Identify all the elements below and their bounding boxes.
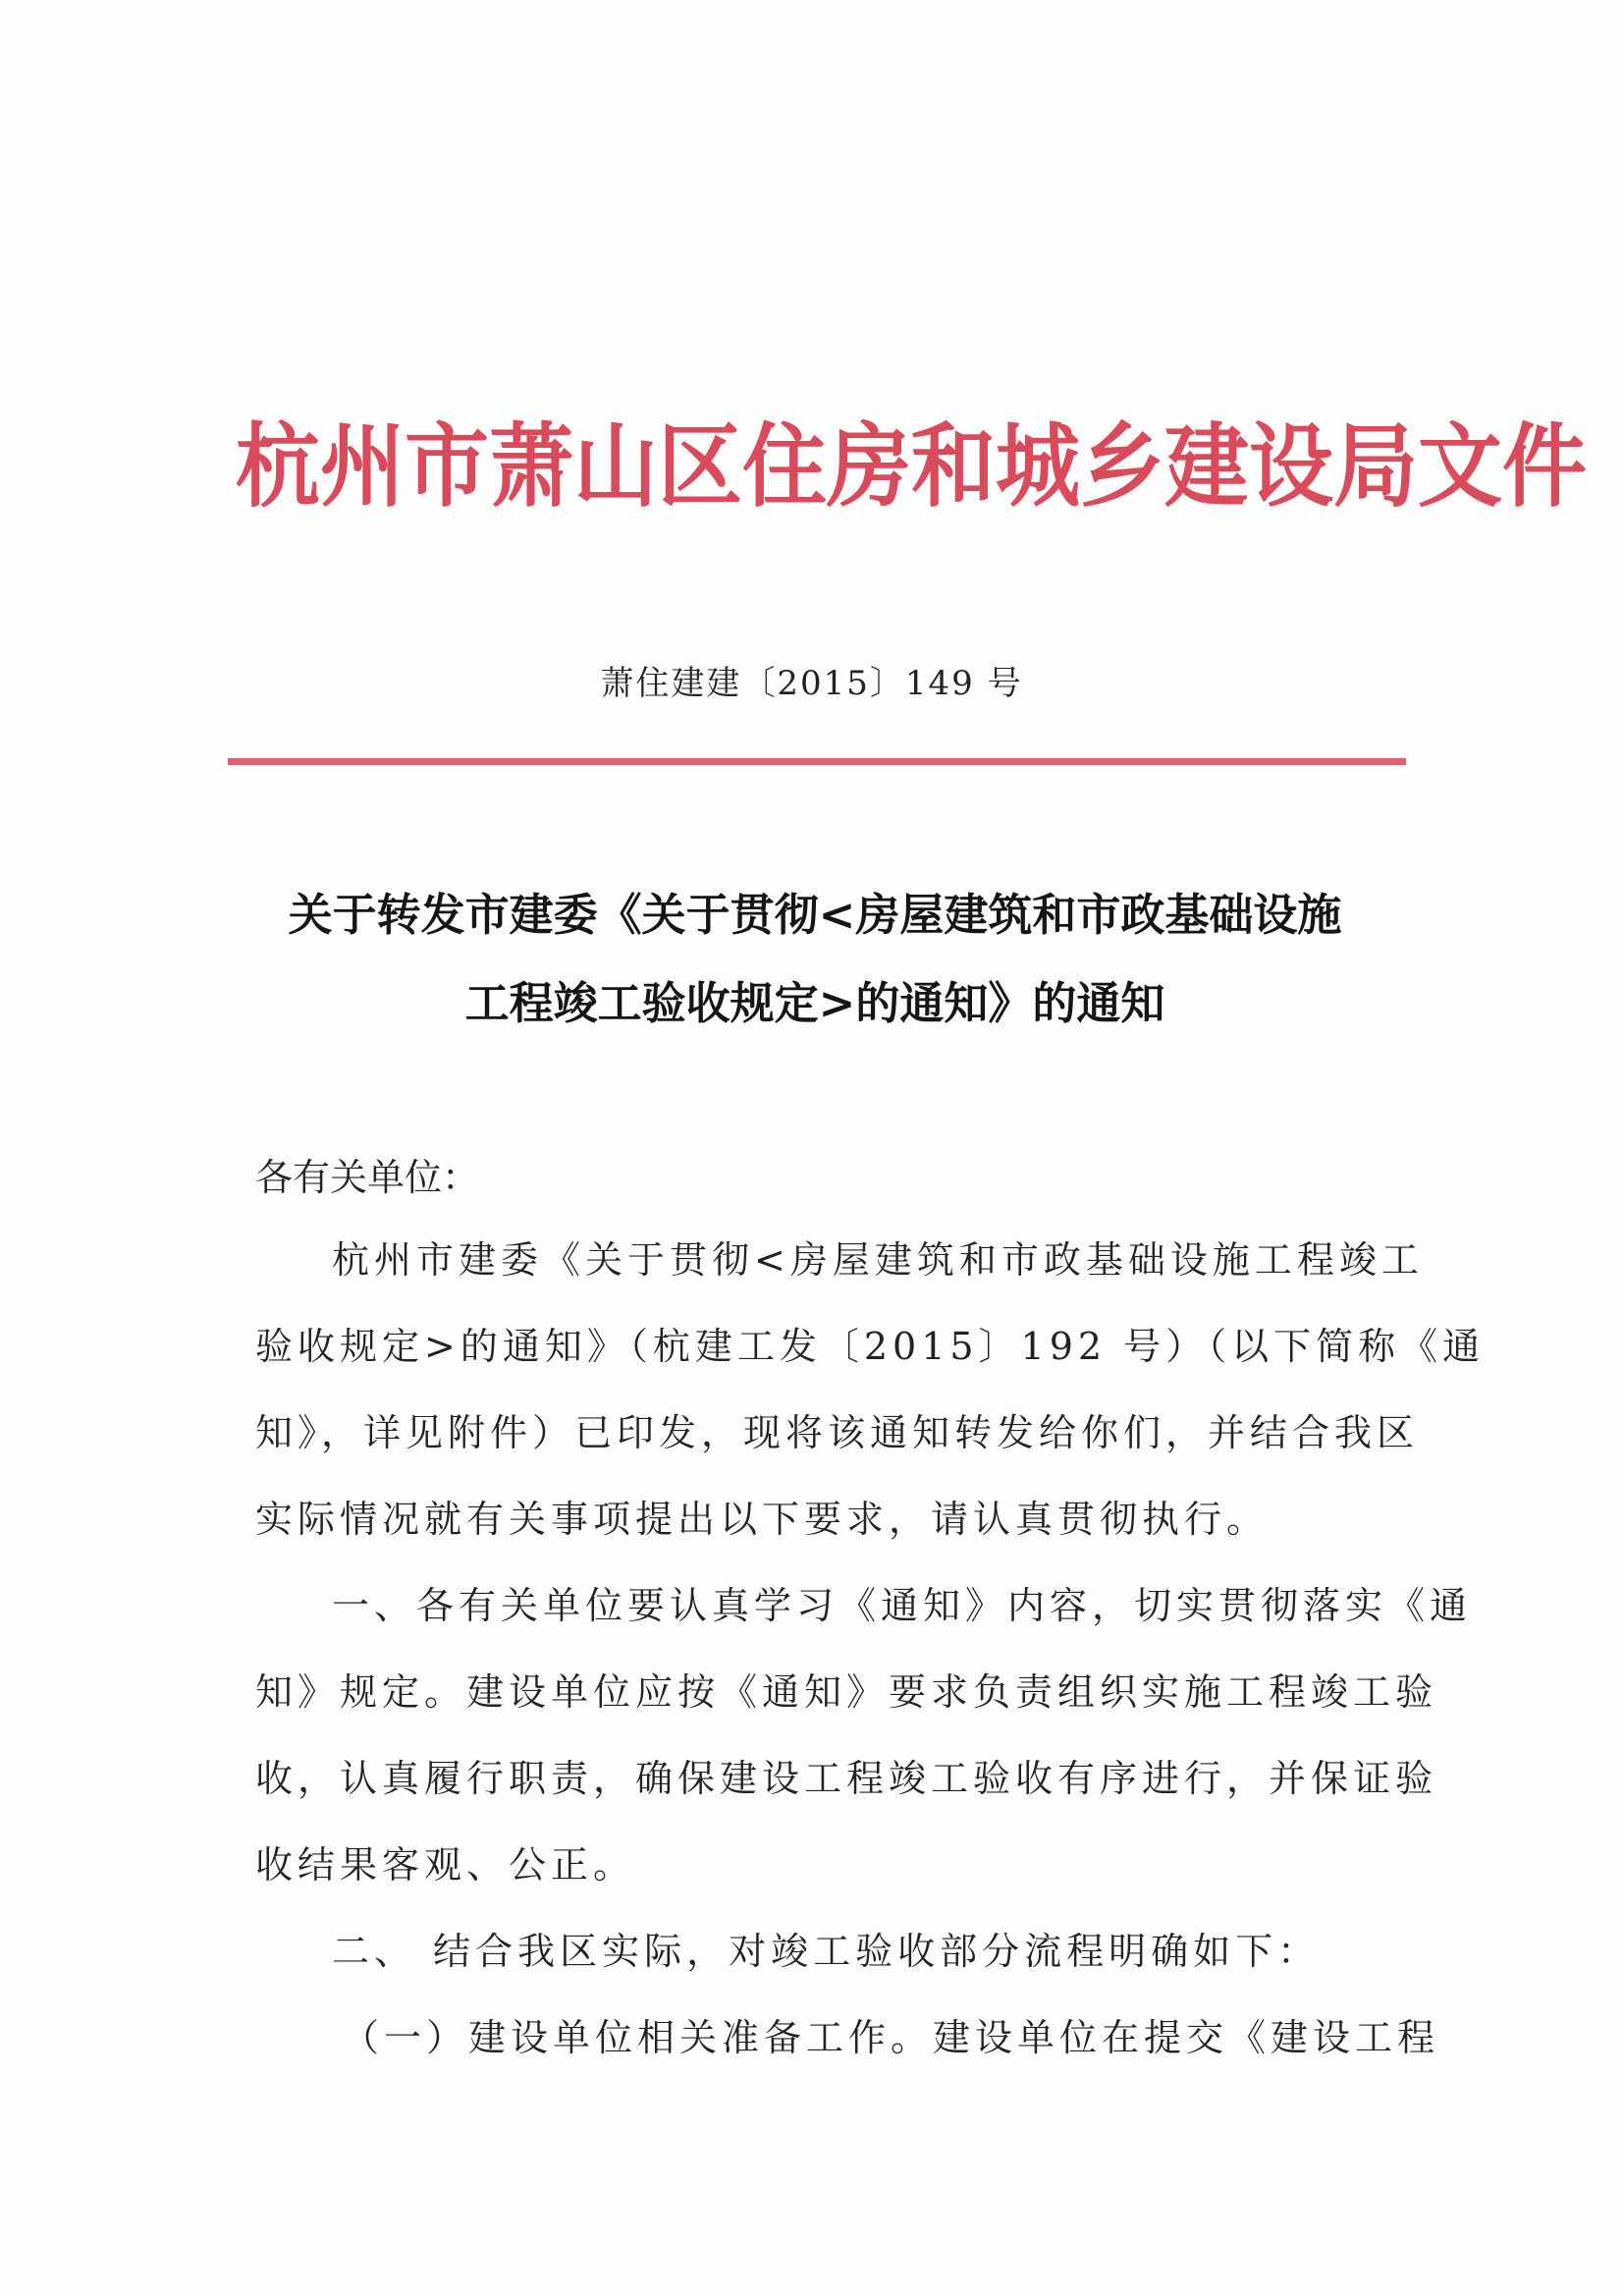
paragraph-2-line-3: 收，认真履行职责，确保建设工程竣工验收有序进行，并保证验 — [255, 1757, 1438, 1800]
paragraph-1-line-3: 知》，详见附件）已印发，现将该通知转发给你们，并结合我区 — [255, 1411, 1420, 1454]
paragraph-2-line-1: 一、各有关单位要认真学习《通知》内容，切实贯彻落实《通 — [332, 1584, 1473, 1627]
agency-header-title: 杭州市萧山区住房和城乡建设局文件 — [236, 413, 1587, 520]
red-divider-line — [228, 758, 1406, 765]
paragraph-1-line-2: 验收规定>的通知》（杭建工发〔2015〕192 号）（以下简称《通 — [255, 1325, 1486, 1368]
document-title-line-2: 工程竣工验收规定>的通知》的通知 — [464, 977, 1165, 1029]
document-number: 萧住建建〔2015〕149 号 — [600, 664, 1023, 703]
paragraph-4-line-1: （一）建设单位相关准备工作。建设单位在提交《建设工程 — [342, 2016, 1440, 2059]
salutation: 各有关单位： — [255, 1156, 480, 1199]
paragraph-1-line-4: 实际情况就有关事项提出以下要求，请认真贯彻执行。 — [255, 1498, 1270, 1541]
paragraph-1-line-1: 杭州市建委《关于贯彻<房屋建筑和市政基础设施工程竣工 — [332, 1238, 1424, 1282]
document-title-line-1: 关于转发市建委《关于贯彻<房屋建筑和市政基础设施 — [288, 889, 1342, 941]
paragraph-2-line-2: 知》规定。建设单位应按《通知》要求负责组织实施工程竣工验 — [255, 1670, 1438, 1714]
paragraph-2-line-4: 收结果客观、公正。 — [255, 1843, 636, 1886]
paragraph-3: 二、 结合我区实际，对竣工验收部分流程明确如下： — [332, 1930, 1321, 1973]
